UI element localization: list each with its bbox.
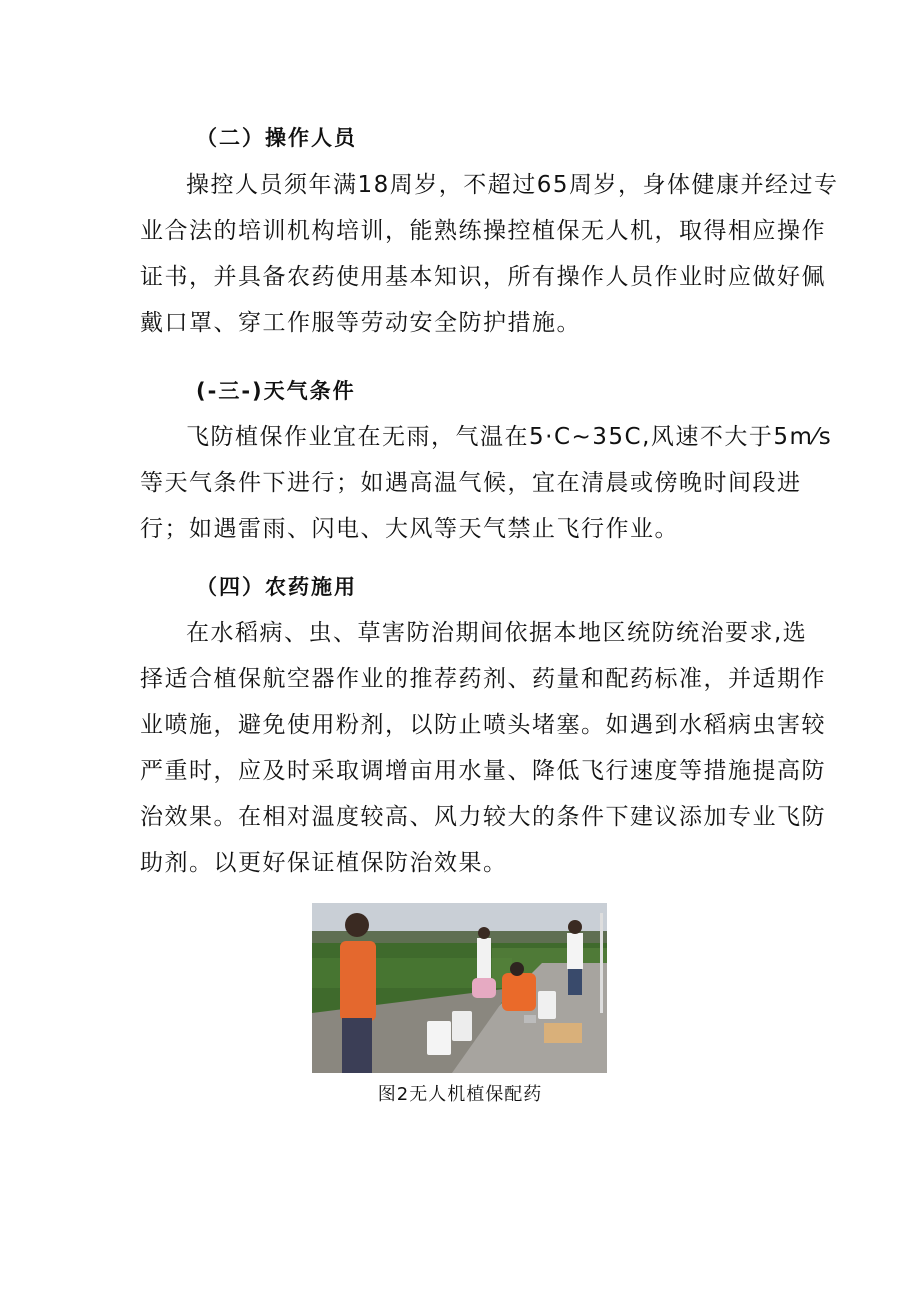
figure-caption: 图2无人机植保配药: [377, 1084, 543, 1105]
section-heading-pesticide: （四）农药施用: [196, 575, 357, 599]
paragraph-line: 飞防植保作业宜在无雨，气温在5·C~35C,风速不大于5m⁄s: [186, 424, 833, 450]
paragraph-line: 证书，并具备农药使用基本知识，所有操作人员作业时应做好佩: [140, 264, 826, 290]
paragraph-line: 等天气条件下进行；如遇高温气候，宜在清晨或傍晚时间段进: [140, 470, 802, 496]
paragraph-line: 操控人员须年满18周岁，不超过65周岁，身体健康并经过专: [186, 172, 839, 198]
paragraph-pesticide: [140, 610, 826, 886]
paragraph-line: 业喷施，避免使用粉剂，以防止喷头堵塞。如遇到水稻病虫害较: [140, 712, 826, 738]
paragraph-line: 行；如遇雷雨、闪电、大风等天气禁止飞行作业。: [140, 516, 679, 542]
paragraph-line: 严重时，应及时采取调增亩用水量、降低飞行速度等措施提高防: [140, 758, 826, 784]
paragraph-line: 在水稻病、虫、草害防治期间依据本地区统防统治要求,选: [186, 620, 808, 646]
paragraph-line: 戴口罩、穿工作服等劳动安全防护措施。: [140, 310, 581, 336]
paragraph-line: 择适合植保航空器作业的推荐药剂、药量和配药标准，并适期作: [140, 666, 826, 692]
section-heading-weather: (-三-)天气条件: [196, 379, 356, 403]
paragraph-line: 治效果。在相对温度较高、风力较大的条件下建议添加专业飞防: [140, 804, 826, 830]
paragraph-weather: [140, 414, 833, 552]
section-heading-operators: （二）操作人员: [196, 126, 357, 150]
paragraph-line: 助剂。以更好保证植保防治效果。: [140, 850, 508, 876]
figure-photo: [312, 903, 607, 1073]
paragraph-line: 业合法的培训机构培训，能熟练操控植保无人机，取得相应操作: [140, 218, 826, 244]
photo-illustration: [312, 903, 607, 1073]
paragraph-operators: [140, 162, 839, 346]
